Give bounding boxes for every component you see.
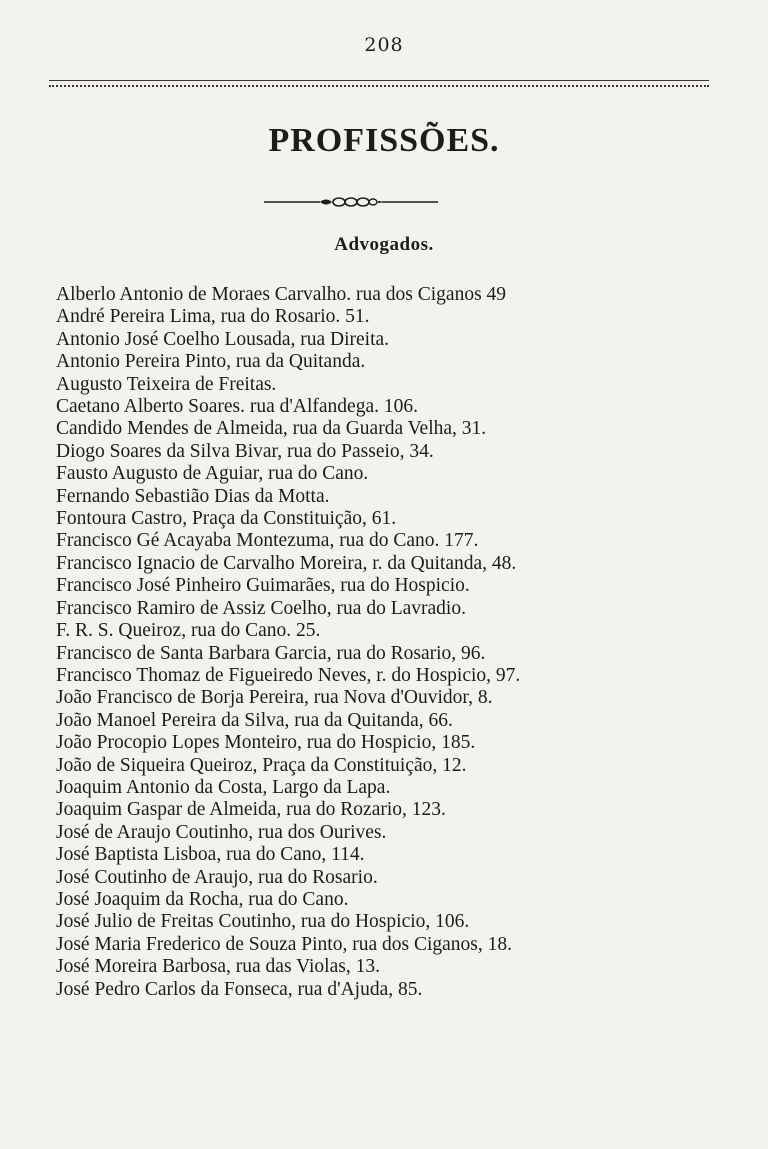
list-item: João Manoel Pereira da Silva, rua da Quitanda, 66.: [56, 709, 453, 731]
list-item: Diogo Soares da Silva Bivar, rua do Passeio, 34.: [56, 440, 434, 462]
list-item: José Moreira Barbosa, rua das Violas, 13.: [56, 956, 380, 978]
list-item: Alberlo Antonio de Moraes Carvalho. rua dos Ciganos 49: [56, 284, 507, 305]
list-item: Augusto Teixeira de Freitas.: [56, 373, 277, 395]
list-item: Francisco Ramiro de Assiz Coelho, rua do Lavradio.: [56, 597, 466, 619]
section-title: PROFISSÕES.: [268, 122, 500, 159]
list-item: Caetano Alberto Soares. rua d'Alfandega. 106.: [56, 396, 418, 418]
list-item: Fernando Sebastião Dias da Motta.: [56, 485, 330, 507]
ornament-divider: [264, 194, 438, 210]
list-item: Antonio Pereira Pinto, rua da Quitanda.: [56, 351, 366, 373]
list-item: José Julio de Freitas Coutinho, rua do Hospicio, 106.: [56, 911, 470, 933]
list-item: Francisco Ignacio de Carvalho Moreira, r. da Quitanda, 48.: [56, 552, 517, 574]
list-item: José Pedro Carlos da Fonseca, rua d'Ajuda, 85.: [56, 978, 423, 1000]
list-item: Francisco Gé Acayaba Montezuma, rua do Cano. 177.: [56, 530, 479, 552]
list-item: André Pereira Lima, rua do Rosario. 51.: [56, 306, 370, 328]
list-item: Antonio José Coelho Lousada, rua Direita.: [56, 328, 390, 350]
list-item: Francisco José Pinheiro Guimarães, rua do Hospicio.: [56, 575, 470, 597]
list-item: João Procopio Lopes Monteiro, rua do Hospicio, 185.: [56, 732, 476, 754]
list-item: Francisco Thomaz de Figueiredo Neves, r. do Hospicio, 97.: [56, 664, 521, 686]
list-item: Candido Mendes de Almeida, rua da Guarda Velha, 31.: [56, 418, 487, 440]
list-item: João de Siqueira Queiroz, Praça da Constituição, 12.: [56, 754, 467, 776]
advogados-list: [56, 284, 716, 1001]
list-item: Joaquim Gaspar de Almeida, rua do Rozario, 123.: [56, 799, 446, 821]
list-item: Fausto Augusto de Aguiar, rua do Cano.: [56, 463, 369, 485]
list-item: José Baptista Lisboa, rua do Cano, 114.: [56, 844, 365, 866]
list-item: F. R. S. Queiroz, rua do Cano. 25.: [56, 620, 321, 642]
page-number: 208: [364, 34, 404, 56]
list-item: José Maria Frederico de Souza Pinto, rua dos Ciganos, 18.: [56, 933, 513, 955]
list-item: José Coutinho de Araujo, rua do Rosario.: [56, 866, 378, 888]
list-item: Fontoura Castro, Praça da Constituição, 61.: [56, 508, 397, 530]
list-item: José de Araujo Coutinho, rua dos Ourives.: [56, 821, 387, 843]
list-item: José Joaquim da Rocha, rua do Cano.: [56, 888, 349, 910]
list-item: João Francisco de Borja Pereira, rua Nova d'Ouvidor, 8.: [56, 687, 493, 709]
top-rule-divider: [49, 80, 709, 87]
list-item: Joaquim Antonio da Costa, Largo da Lapa.: [56, 776, 391, 798]
subsection-title: Advogados.: [334, 234, 434, 255]
list-item: Francisco de Santa Barbara Garcia, rua do Rosario, 96.: [56, 642, 486, 664]
